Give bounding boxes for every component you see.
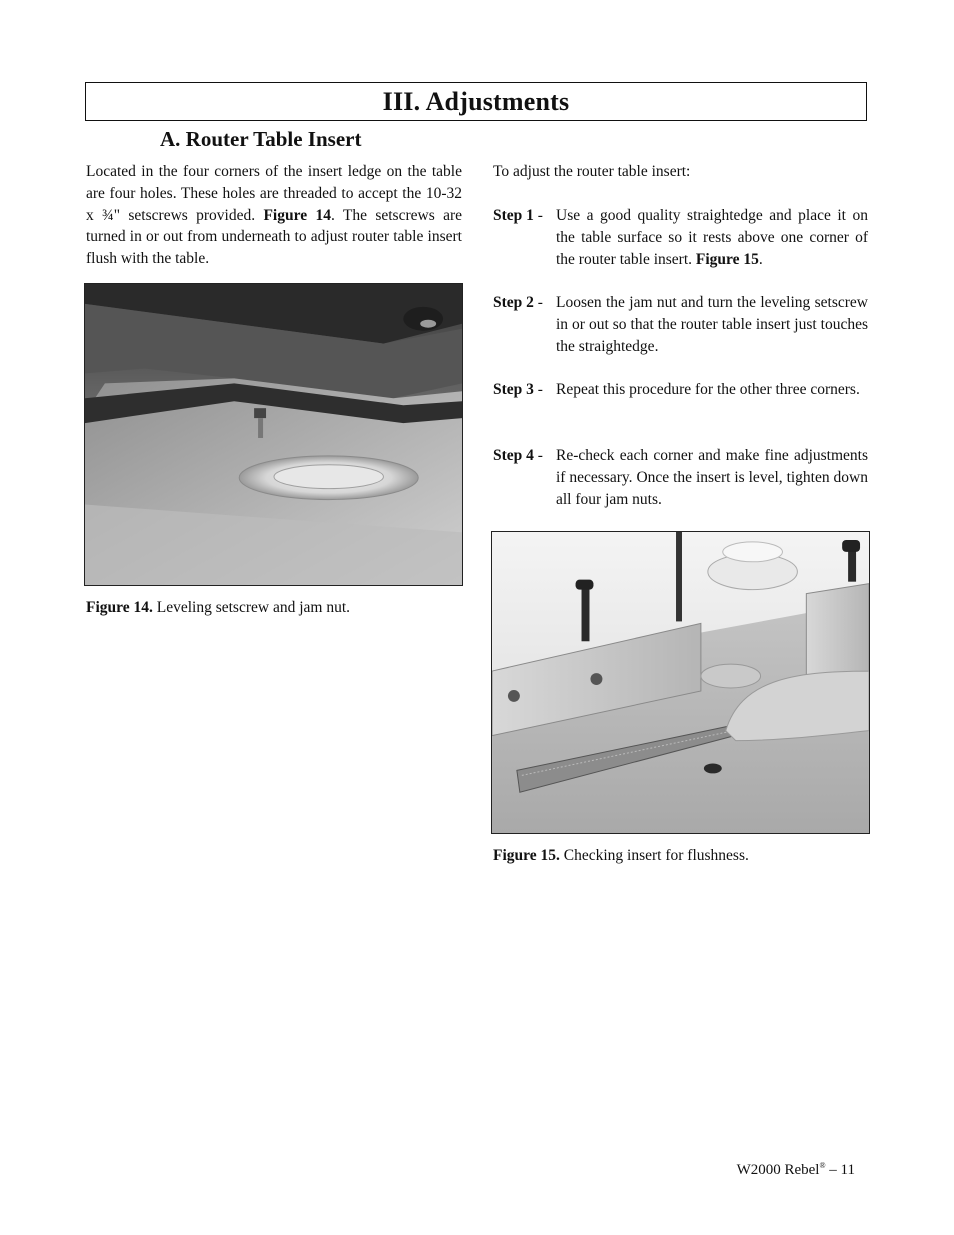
figure-14-caption-text: Leveling setscrew and jam nut. — [152, 599, 351, 616]
step-3 — [493, 379, 868, 401]
page-title: III. Adjustments — [382, 86, 570, 116]
step-2 — [493, 292, 868, 357]
page-footer — [737, 1161, 855, 1179]
insert-description-paragraph — [86, 161, 462, 270]
registered-mark: ® — [819, 1161, 826, 1170]
figure-14-reference: Figure 14 — [263, 206, 331, 224]
step-4 — [493, 445, 868, 510]
figure-15-caption — [493, 846, 749, 866]
step-1-text: Use a good quality straightedge and place it on the table surface so it rests above one corner of the router table insert. Figure 15. — [556, 207, 868, 268]
step-1 — [493, 205, 868, 270]
steps-intro: To adjust the router table insert: — [493, 163, 691, 180]
setscrew-photo-illustration — [85, 284, 462, 585]
figure-15-photo — [491, 531, 870, 834]
figure-14-caption — [86, 598, 350, 618]
figure-15-reference: Figure 15 — [695, 250, 759, 268]
page-number: – 11 — [825, 1162, 855, 1178]
straightedge-photo-illustration — [492, 532, 869, 833]
figure-14-label: Figure 14. — [86, 599, 153, 616]
step-3-label: Step 3 - — [493, 381, 543, 398]
step-2-label: Step 2 - — [493, 294, 543, 311]
title-box — [85, 82, 867, 121]
figure-15-label: Figure 15. — [493, 847, 560, 864]
figure-14-photo — [84, 283, 463, 586]
section-heading: A. Router Table Insert — [160, 127, 362, 151]
footer-model: W2000 Rebel — [736, 1162, 820, 1178]
step-4-text: Re-check each corner and make fine adjustments if necessary. Once the insert is level, tighten down all four jam nuts. — [556, 447, 868, 508]
step-1-label: Step 1 - — [493, 207, 543, 224]
step-4-label: Step 4 - — [493, 447, 543, 464]
paragraph-text-2: . The setscrews are turned in or out from underneath to adjust router table insert flush with the table. — [86, 206, 463, 268]
step-3-text: Repeat this procedure for the other three corners. — [556, 381, 860, 398]
figure-15-caption-text: Checking insert for flushness. — [559, 847, 749, 864]
step-2-text: Loosen the jam nut and turn the leveling setscrew in or out so that the router table insert just touches the straightedge. — [556, 294, 868, 355]
paragraph-text-1: Located in the four corners of the insert ledge on the table are four holes. These holes are threaded to accept the 10-32 x ¾" setscrews provided. — [86, 163, 462, 224]
